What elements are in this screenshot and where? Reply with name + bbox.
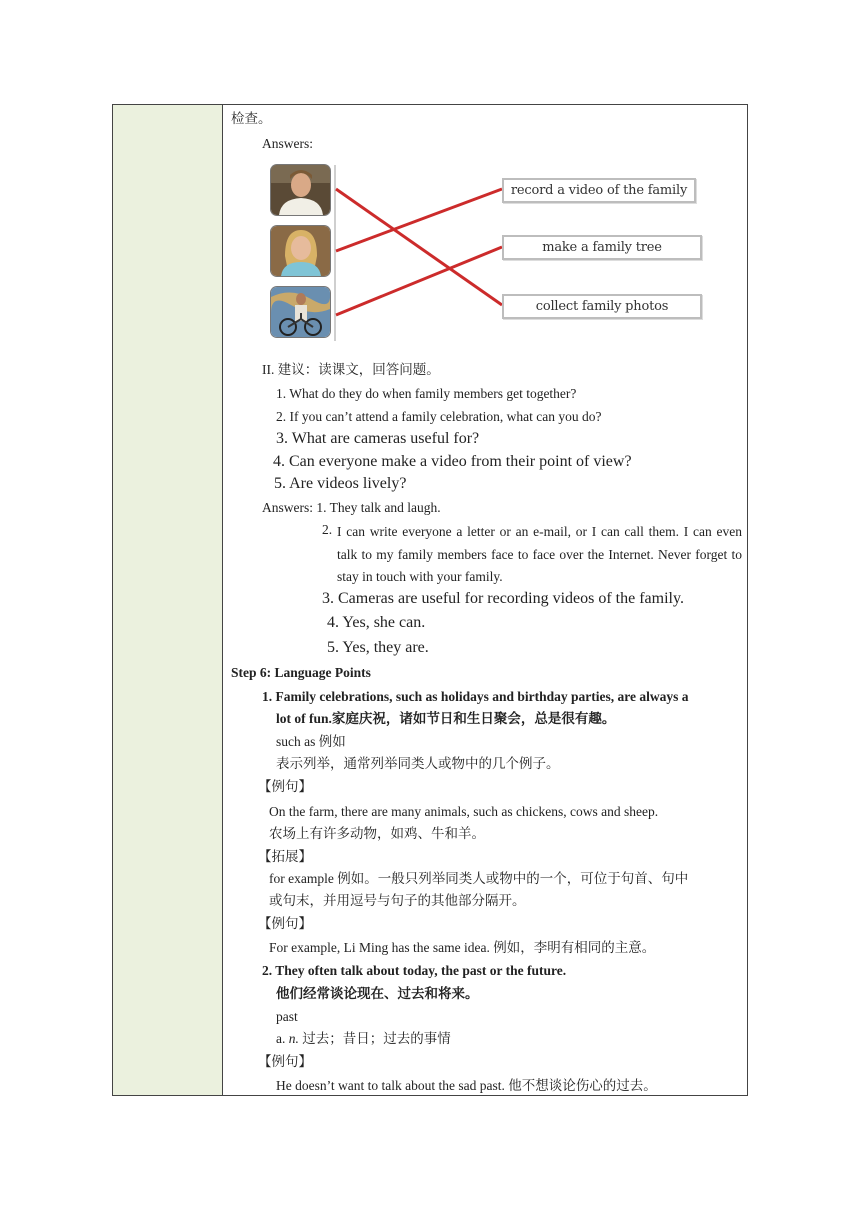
step6-title: : Language Points: [266, 665, 371, 680]
past-definition: [276, 1030, 451, 1048]
answers-label: Answers:: [262, 136, 313, 151]
answers-1: Answers: 1. They talk and laugh.: [262, 500, 441, 515]
such-as-term: such as 例如: [276, 734, 346, 749]
question-3: 3. What are cameras useful for?: [276, 430, 480, 447]
question-1: 1. What do they do when family members get together?: [276, 386, 577, 401]
phrase-collect-photos: collect family photos: [502, 294, 702, 319]
question-5: 5. Are videos lively?: [274, 475, 407, 492]
extend-tag: 【拓展】: [258, 849, 312, 864]
matching-figure: [270, 165, 688, 341]
past-def-pos: n.: [288, 1031, 299, 1046]
for-example-line2: 或句末，并用逗号与句子的其他部分隔开。: [269, 893, 526, 908]
point2-en: 2. They often talk about today, the past or the future.: [262, 963, 567, 978]
question-2: 2. If you can’t attend a family celebration, what can you do?: [276, 409, 602, 424]
past-term: past: [276, 1009, 298, 1024]
answer-2-number: 2.: [322, 522, 333, 537]
answer-3: 3. Cameras are useful for recording videos of the family.: [322, 590, 684, 607]
past-def-text: 过去；昔日；过去的事情: [298, 1031, 451, 1046]
example1-en: On the farm, there are many animals, such as chickens, cows and sheep.: [269, 804, 659, 819]
example2: For example, Li Ming has the same idea. 例如，李明有相同的主意。: [269, 940, 656, 955]
lesson-plan-table: [112, 104, 748, 1096]
answer-4: 4. Yes, she can.: [327, 614, 426, 631]
answer-5: 5. Yes, they are.: [327, 639, 429, 656]
example-tag-1: 【例句】: [258, 779, 312, 794]
content-cell: [224, 105, 747, 1095]
example-tag-2: 【例句】: [258, 916, 312, 931]
step6-label: Step 6: [231, 665, 267, 680]
such-as-note: 表示列举，通常列举同类人或物中的几个例子。: [276, 756, 560, 771]
example1-cn: 农场上有许多动物，如鸡、牛和羊。: [269, 826, 485, 841]
point2-cn: 他们经常谈论现在、过去和将来。: [276, 986, 479, 1001]
point1-line1: 1. Family celebrations, such as holidays and birthday parties, are always a: [262, 689, 689, 704]
past-def-prefix: a.: [276, 1031, 289, 1046]
step6-heading: [231, 664, 371, 682]
phrase-family-tree: make a family tree: [502, 235, 702, 260]
point1-line2: lot of fun.家庭庆祝，诸如节日和生日聚会，总是很有趣。: [276, 711, 616, 726]
phrase-record-video: record a video of the family: [502, 178, 696, 203]
question-4: 4. Can everyone make a video from their point of view?: [273, 453, 632, 470]
example-tag-3: 【例句】: [258, 1054, 312, 1069]
section2-heading: II. 建议：读课文，回答问题。: [262, 362, 440, 377]
example3: He doesn’t want to talk about the sad past. 他不想谈论伤心的过去。: [276, 1078, 657, 1093]
answer-2-text: I can write everyone a letter or an e-mail, or I can call them. I can even talk to my family members face to face over the Internet. Never forget to stay in touch with your family.: [337, 524, 742, 584]
left-column-cell: [113, 105, 223, 1095]
check-text: 检查。: [231, 111, 272, 126]
for-example-line1: for example 例如。一般只列举同类人或物中的一个，可位于句首、句中: [269, 871, 689, 886]
